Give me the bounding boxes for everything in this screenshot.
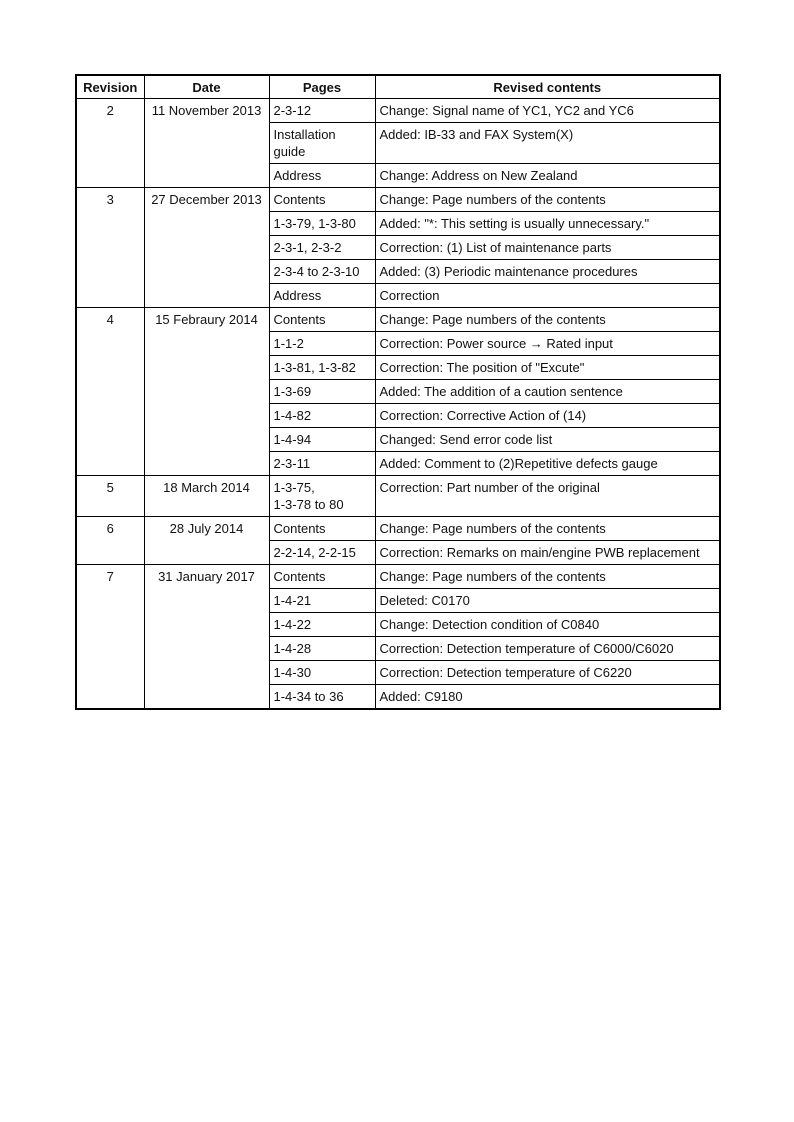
pages-cell: Address (269, 284, 375, 308)
pages-cell: 1-4-22 (269, 613, 375, 637)
revised-contents-cell: Changed: Send error code list (375, 428, 720, 452)
revised-contents-cell: Correction: Power source → Rated input (375, 332, 720, 356)
revised-contents-cell: Correction: Part number of the original (375, 476, 720, 517)
revised-contents-cell: Change: Detection condition of C0840 (375, 613, 720, 637)
table-body (76, 99, 720, 710)
revision-date-cell: 27 December 2013 (144, 188, 269, 308)
pages-cell: 2-3-4 to 2-3-10 (269, 260, 375, 284)
revised-contents-cell: Added: The addition of a caution sentence (375, 380, 720, 404)
revision-date-cell: 11 November 2013 (144, 99, 269, 188)
pages-cell: 1-3-69 (269, 380, 375, 404)
revised-contents-cell: Change: Signal name of YC1, YC2 and YC6 (375, 99, 720, 123)
revised-contents-cell: Added: C9180 (375, 685, 720, 710)
revision-number-cell: 2 (76, 99, 144, 188)
pages-cell: 2-3-1, 2-3-2 (269, 236, 375, 260)
revised-contents-cell: Correction: The position of "Excute" (375, 356, 720, 380)
table-row (76, 99, 720, 123)
revision-number-cell: 4 (76, 308, 144, 476)
revision-date-cell: 31 January 2017 (144, 565, 269, 710)
pages-cell: 1-3-79, 1-3-80 (269, 212, 375, 236)
revision-number-cell: 6 (76, 517, 144, 565)
pages-cell: 2-2-14, 2-2-15 (269, 541, 375, 565)
revised-contents-cell: Added: (3) Periodic maintenance procedures (375, 260, 720, 284)
revised-contents-cell: Change: Page numbers of the contents (375, 565, 720, 589)
revised-contents-cell: Correction: Detection temperature of C6000/C6020 (375, 637, 720, 661)
header-revised-contents: Revised contents (375, 75, 720, 99)
table-row (76, 565, 720, 589)
revised-contents-cell: Correction: (1) List of maintenance parts (375, 236, 720, 260)
pages-cell: 1-4-30 (269, 661, 375, 685)
table-row (76, 517, 720, 541)
table-row (76, 188, 720, 212)
pages-cell: 1-1-2 (269, 332, 375, 356)
pages-cell: 1-4-82 (269, 404, 375, 428)
revision-history-table (75, 74, 721, 710)
revision-history-sheet (75, 74, 719, 710)
table-row (76, 308, 720, 332)
pages-cell: Address (269, 164, 375, 188)
revised-contents-cell: Correction: Corrective Action of (14) (375, 404, 720, 428)
revision-number-cell: 7 (76, 565, 144, 710)
revised-contents-cell: Change: Page numbers of the contents (375, 517, 720, 541)
revised-contents-cell: Change: Page numbers of the contents (375, 308, 720, 332)
revised-contents-cell: Change: Page numbers of the contents (375, 188, 720, 212)
table-header-row (76, 75, 720, 99)
pages-cell: 2-3-11 (269, 452, 375, 476)
header-date: Date (144, 75, 269, 99)
revised-contents-cell: Correction: Detection temperature of C6220 (375, 661, 720, 685)
pages-cell: Contents (269, 517, 375, 541)
revision-date-cell: 15 Febraury 2014 (144, 308, 269, 476)
revised-contents-cell: Change: Address on New Zealand (375, 164, 720, 188)
revised-contents-cell: Deleted: C0170 (375, 589, 720, 613)
pages-cell: 1-4-21 (269, 589, 375, 613)
header-revision: Revision (76, 75, 144, 99)
table-row (76, 476, 720, 517)
pages-cell: Contents (269, 565, 375, 589)
pages-cell: Contents (269, 188, 375, 212)
pages-cell: 1-4-34 to 36 (269, 685, 375, 710)
revised-contents-cell: Added: Comment to (2)Repetitive defects gauge (375, 452, 720, 476)
pages-cell: 1-3-81, 1-3-82 (269, 356, 375, 380)
pages-cell: 1-4-28 (269, 637, 375, 661)
header-pages: Pages (269, 75, 375, 99)
pages-cell: 2-3-12 (269, 99, 375, 123)
revised-contents-cell: Correction: Remarks on main/engine PWB replacement (375, 541, 720, 565)
revision-date-cell: 18 March 2014 (144, 476, 269, 517)
revision-date-cell: 28 July 2014 (144, 517, 269, 565)
pages-cell: 1-4-94 (269, 428, 375, 452)
revised-contents-cell: Added: "*: This setting is usually unnecessary." (375, 212, 720, 236)
pages-cell: Installation guide (269, 123, 375, 164)
pages-cell: 1-3-75, 1-3-78 to 80 (269, 476, 375, 517)
revised-contents-cell: Correction (375, 284, 720, 308)
revision-number-cell: 5 (76, 476, 144, 517)
pages-cell: Contents (269, 308, 375, 332)
revised-contents-cell: Added: IB-33 and FAX System(X) (375, 123, 720, 164)
revision-number-cell: 3 (76, 188, 144, 308)
